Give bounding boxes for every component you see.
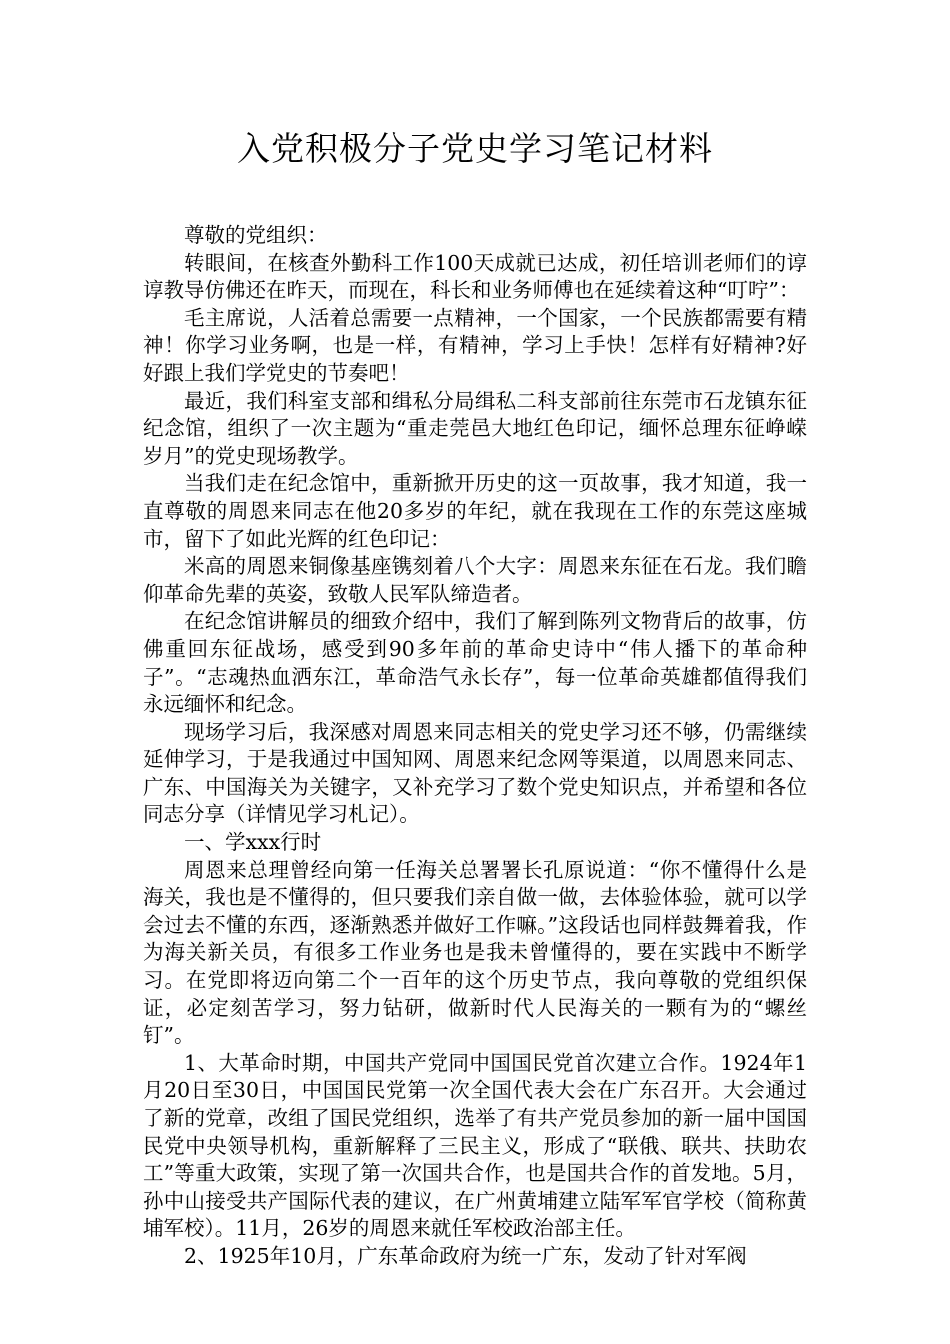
document-title: 入党积极分子党史学习笔记材料 [237, 129, 713, 168]
paragraph: 最近，我们科室支部和缉私分局缉私二科支部前往东莞市石龙镇东征纪念馆，组织了一次主题为“重走莞邑大地红色印记，缅怀总理东征峥嵘岁月”的党史现场教学。 [143, 388, 807, 468]
paragraph: 在纪念馆讲解员的细致介绍中，我们了解到陈列文物背后的故事，仿佛重回东征战场，感受到90多年前的革命史诗中“伟人播下的革命种子”。“志魂热血洒东江，革命浩气永长存”，每一位革命英雄都值得我们永远缅怀和纪念。 [143, 609, 807, 717]
paragraph: 转眼间，在核查外勤科工作100天成就已达成，初任培训老师们的谆谆教导仿佛还在昨天，而现在，科长和业务师傅也在延续着这种“叮咛”： [143, 250, 807, 303]
paragraph: 毛主席说，人活着总需要一点精神，一个国家，一个民族都需要有精神！你学习业务啊，也是一样，有精神，学习上手快！怎样有好精神?好好跟上我们学党史的节奏吧！ [143, 305, 807, 385]
paragraph: 现场学习后，我深感对周恩来同志相关的党史学习还不够，仍需继续延伸学习，于是我通过中国知网、周恩来纪念网等渠道，以周恩来同志、广东、中国海关为关键字，又补充学习了数个党史知识点，并希望和各位同志分享（详情见学习札记）。 [143, 719, 807, 827]
salutation: 尊敬的党组织： [184, 223, 328, 247]
section-heading: 一、学xxx行时 [184, 830, 322, 855]
paragraph: 当我们走在纪念馆中，重新掀开历史的这一页故事，我才知道，我一直尊敬的周恩来同志在他20多岁的年纪，就在我现在工作的东莞这座城市，留下了如此光辉的红色印记： [143, 471, 807, 551]
paragraph: 1、大革命时期，中国共产党同中国国民党首次建立合作。1924年1月20日至30日，中国国民党第一次全国代表大会在广东召开。大会通过了新的党章，改组了国民党组织，选举了有共产党员参加的新一届中国国民党中央领导机构，重新解释了三民主义，形成了“联俄、联共、扶助农工”等重大政策，实现了第一次国共合作，也是国共合作的首发地。5月，孙中山接受共产国际代表的建议，在广州黄埔建立陆军军官学校（简称黄埔军校）。11月，26岁的周恩来就任军校政治部主任。 [143, 1050, 807, 1241]
paragraph: 周恩来总理曾经向第一任海关总署署长孔原说道：“你不懂得什么是海关，我也是不懂得的，但只要我们亲自做一做，去体验体验，就可以学会过去不懂的东西，逐渐熟悉并做好工作嘛。”这段话也同样鼓舞着我，作为海关新关员，有很多工作业务也是我未曾懂得的，要在实践中不断学习。在党即将迈向第二个一百年的这个历史节点，我向尊敬的党组织保证，必定刻苦学习，努力钻研，做新时代人民海关的一颗有为的“螺丝钉”。 [143, 857, 807, 1048]
paragraph: 2、1925年10月，广东革命政府为统一广东，发动了针对军阀 [184, 1243, 747, 1268]
paragraph: 米高的周恩来铜像基座镌刻着八个大字：周恩来东征在石龙。我们瞻仰革命先辈的英姿，致敬人民军队缔造者。 [143, 554, 807, 606]
document-body [143, 222, 807, 1271]
